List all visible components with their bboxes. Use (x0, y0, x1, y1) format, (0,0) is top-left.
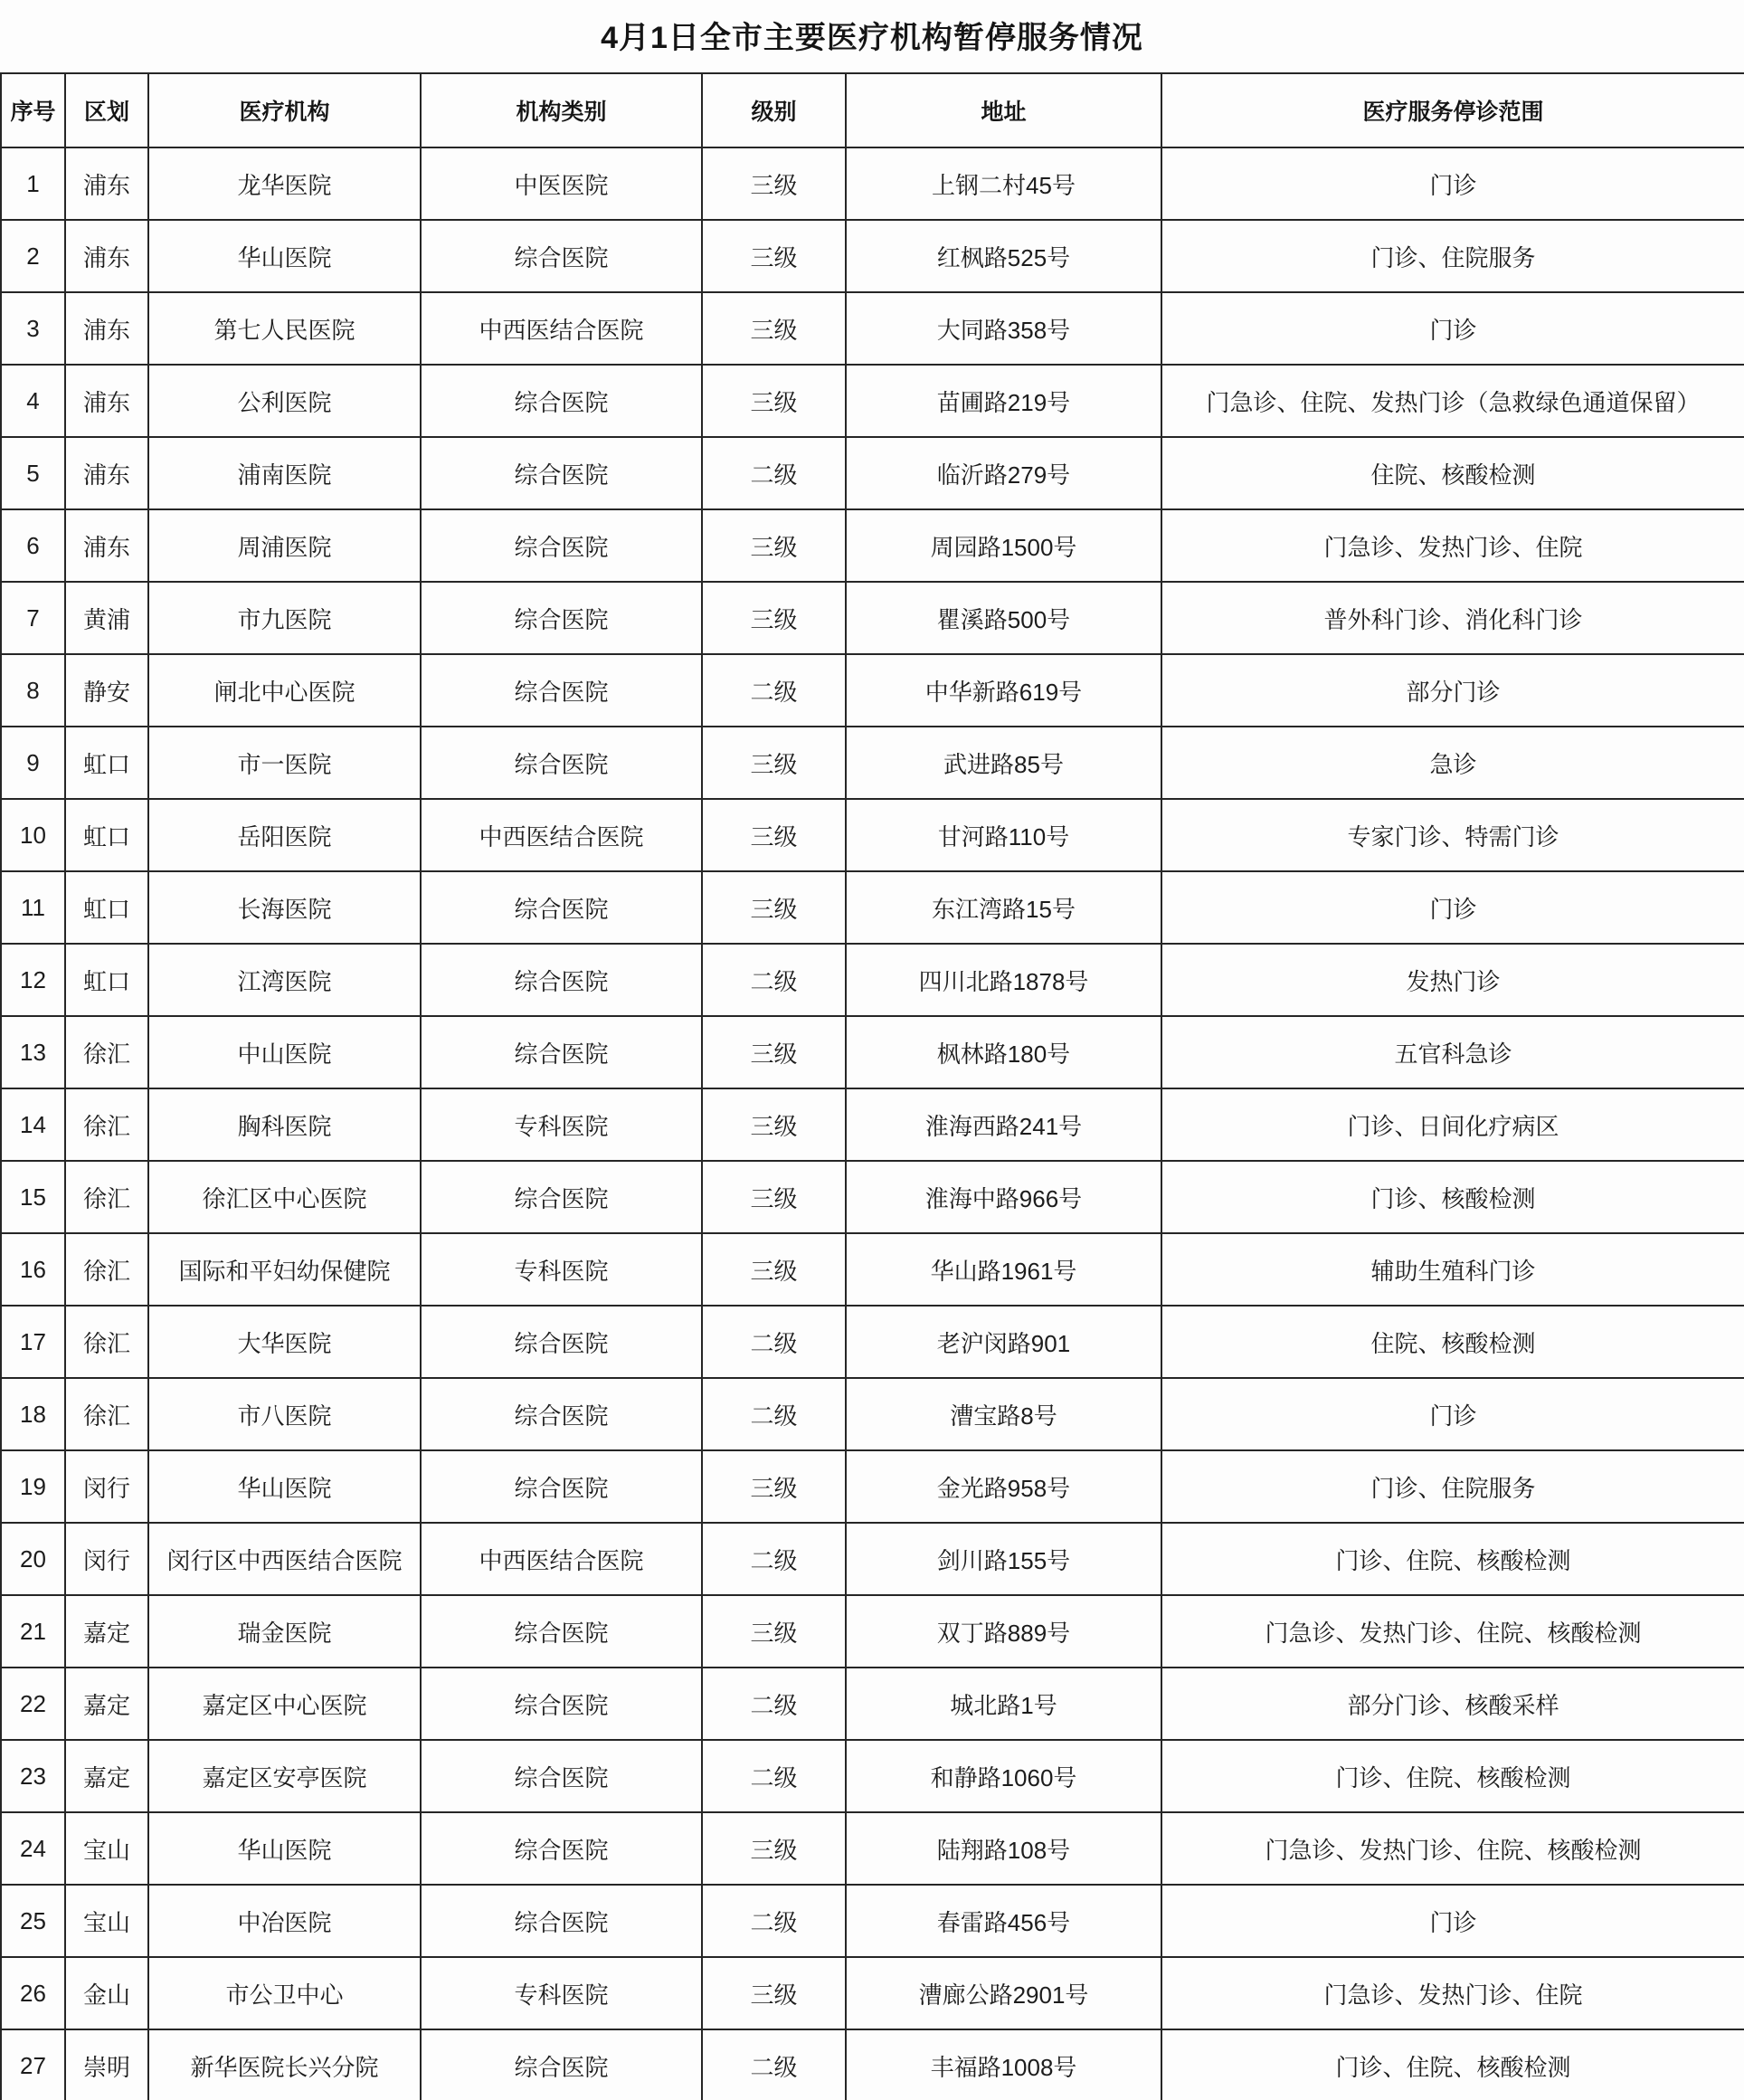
cell-address: 上钢二村45号 (846, 147, 1161, 220)
cell-district: 静安 (65, 654, 148, 727)
cell-address: 武进路85号 (846, 727, 1161, 799)
cell-institution: 国际和平妇幼保健院 (148, 1233, 421, 1306)
cell-category: 中医医院 (421, 147, 702, 220)
cell-category: 综合医院 (421, 1595, 702, 1668)
cell-category: 综合医院 (421, 1016, 702, 1088)
cell-seq: 3 (1, 292, 65, 365)
cell-level: 二级 (702, 1740, 846, 1812)
cell-seq: 26 (1, 1957, 65, 2029)
cell-level: 三级 (702, 1812, 846, 1885)
cell-level: 二级 (702, 1668, 846, 1740)
cell-category: 综合医院 (421, 944, 702, 1016)
cell-district: 徐汇 (65, 1233, 148, 1306)
cell-level: 三级 (702, 1595, 846, 1668)
column-header-institution: 医疗机构 (148, 73, 421, 147)
cell-institution: 浦南医院 (148, 437, 421, 509)
cell-institution: 嘉定区安亭医院 (148, 1740, 421, 1812)
cell-district: 虹口 (65, 871, 148, 944)
cell-district: 浦东 (65, 437, 148, 509)
cell-category: 专科医院 (421, 1088, 702, 1161)
cell-institution: 闸北中心医院 (148, 654, 421, 727)
cell-address: 陆翔路108号 (846, 1812, 1161, 1885)
cell-seq: 5 (1, 437, 65, 509)
table-row (1, 365, 1744, 437)
cell-category: 综合医院 (421, 437, 702, 509)
cell-institution: 新华医院长兴分院 (148, 2029, 421, 2100)
table-row (1, 944, 1744, 1016)
table-row (1, 147, 1744, 220)
cell-level: 二级 (702, 1885, 846, 1957)
cell-scope: 门诊 (1161, 1885, 1744, 1957)
cell-institution: 大华医院 (148, 1306, 421, 1378)
cell-district: 嘉定 (65, 1668, 148, 1740)
cell-category: 综合医院 (421, 1450, 702, 1523)
cell-institution: 龙华医院 (148, 147, 421, 220)
cell-level: 三级 (702, 1161, 846, 1233)
cell-address: 瞿溪路500号 (846, 582, 1161, 654)
cell-level: 三级 (702, 871, 846, 944)
cell-seq: 6 (1, 509, 65, 582)
cell-address: 漕廊公路2901号 (846, 1957, 1161, 2029)
cell-institution: 公利医院 (148, 365, 421, 437)
cell-district: 徐汇 (65, 1161, 148, 1233)
cell-seq: 16 (1, 1233, 65, 1306)
table-row (1, 1306, 1744, 1378)
table-row (1, 799, 1744, 871)
cell-scope: 急诊 (1161, 727, 1744, 799)
cell-institution: 江湾医院 (148, 944, 421, 1016)
cell-district: 虹口 (65, 799, 148, 871)
cell-seq: 17 (1, 1306, 65, 1378)
cell-institution: 中山医院 (148, 1016, 421, 1088)
table-row (1, 509, 1744, 582)
cell-category: 综合医院 (421, 1668, 702, 1740)
cell-level: 三级 (702, 292, 846, 365)
cell-category: 中西医结合医院 (421, 799, 702, 871)
cell-level: 三级 (702, 727, 846, 799)
cell-level: 二级 (702, 1378, 846, 1450)
cell-seq: 7 (1, 582, 65, 654)
cell-seq: 15 (1, 1161, 65, 1233)
cell-address: 红枫路525号 (846, 220, 1161, 292)
cell-scope: 住院、核酸检测 (1161, 1306, 1744, 1378)
page-title: 4月1日全市主要医疗机构暂停服务情况 (601, 21, 1143, 55)
cell-seq: 9 (1, 727, 65, 799)
cell-category: 综合医院 (421, 582, 702, 654)
cell-scope: 住院、核酸检测 (1161, 437, 1744, 509)
cell-seq: 27 (1, 2029, 65, 2100)
cell-category: 综合医院 (421, 2029, 702, 2100)
cell-level: 三级 (702, 1450, 846, 1523)
table-row (1, 1016, 1744, 1088)
cell-district: 黄浦 (65, 582, 148, 654)
cell-category: 中西医结合医院 (421, 1523, 702, 1595)
cell-address: 华山路1961号 (846, 1233, 1161, 1306)
table-row (1, 727, 1744, 799)
cell-seq: 21 (1, 1595, 65, 1668)
table-row (1, 292, 1744, 365)
cell-scope: 发热门诊 (1161, 944, 1744, 1016)
cell-level: 二级 (702, 654, 846, 727)
cell-address: 淮海中路966号 (846, 1161, 1161, 1233)
cell-category: 综合医院 (421, 1740, 702, 1812)
cell-scope: 门诊、日间化疗病区 (1161, 1088, 1744, 1161)
cell-scope: 门诊、核酸检测 (1161, 1161, 1744, 1233)
cell-category: 综合医院 (421, 1812, 702, 1885)
cell-scope: 门诊 (1161, 147, 1744, 220)
cell-district: 金山 (65, 1957, 148, 2029)
cell-scope: 门诊 (1161, 1378, 1744, 1450)
cell-scope: 门诊 (1161, 292, 1744, 365)
table-row (1, 582, 1744, 654)
cell-scope: 专家门诊、特需门诊 (1161, 799, 1744, 871)
cell-level: 三级 (702, 147, 846, 220)
cell-institution: 长海医院 (148, 871, 421, 944)
cell-seq: 12 (1, 944, 65, 1016)
cell-institution: 岳阳医院 (148, 799, 421, 871)
cell-scope: 门急诊、发热门诊、住院 (1161, 509, 1744, 582)
cell-address: 漕宝路8号 (846, 1378, 1161, 1450)
cell-institution: 第七人民医院 (148, 292, 421, 365)
table-row (1, 1233, 1744, 1306)
cell-scope: 门诊 (1161, 871, 1744, 944)
table-row (1, 1378, 1744, 1450)
cell-address: 周园路1500号 (846, 509, 1161, 582)
table-row (1, 1740, 1744, 1812)
cell-level: 三级 (702, 365, 846, 437)
cell-category: 综合医院 (421, 1161, 702, 1233)
cell-institution: 华山医院 (148, 1812, 421, 1885)
cell-address: 淮海西路241号 (846, 1088, 1161, 1161)
cell-category: 综合医院 (421, 365, 702, 437)
cell-scope: 门诊、住院、核酸检测 (1161, 2029, 1744, 2100)
cell-seq: 22 (1, 1668, 65, 1740)
cell-scope: 门急诊、住院、发热门诊（急救绿色通道保留） (1161, 365, 1744, 437)
column-header-category: 机构类别 (421, 73, 702, 147)
cell-district: 徐汇 (65, 1378, 148, 1450)
cell-scope: 门诊、住院服务 (1161, 1450, 1744, 1523)
column-header-district: 区划 (65, 73, 148, 147)
cell-address: 苗圃路219号 (846, 365, 1161, 437)
table-row (1, 437, 1744, 509)
cell-institution: 周浦医院 (148, 509, 421, 582)
cell-address: 双丁路889号 (846, 1595, 1161, 1668)
cell-institution: 华山医院 (148, 220, 421, 292)
cell-scope: 部分门诊 (1161, 654, 1744, 727)
cell-seq: 1 (1, 147, 65, 220)
cell-address: 剑川路155号 (846, 1523, 1161, 1595)
cell-district: 宝山 (65, 1812, 148, 1885)
table-row (1, 654, 1744, 727)
cell-level: 二级 (702, 1306, 846, 1378)
cell-scope: 门急诊、发热门诊、住院 (1161, 1957, 1744, 2029)
column-header-level: 级别 (702, 73, 846, 147)
cell-seq: 18 (1, 1378, 65, 1450)
table-row (1, 220, 1744, 292)
cell-level: 三级 (702, 582, 846, 654)
cell-address: 丰福路1008号 (846, 2029, 1161, 2100)
cell-institution: 嘉定区中心医院 (148, 1668, 421, 1740)
cell-scope: 门急诊、发热门诊、住院、核酸检测 (1161, 1812, 1744, 1885)
cell-seq: 25 (1, 1885, 65, 1957)
cell-district: 浦东 (65, 220, 148, 292)
cell-seq: 24 (1, 1812, 65, 1885)
table-row (1, 1088, 1744, 1161)
cell-address: 金光路958号 (846, 1450, 1161, 1523)
cell-level: 三级 (702, 1088, 846, 1161)
cell-scope: 门诊、住院、核酸检测 (1161, 1740, 1744, 1812)
cell-scope: 部分门诊、核酸采样 (1161, 1668, 1744, 1740)
cell-institution: 华山医院 (148, 1450, 421, 1523)
cell-category: 综合医院 (421, 1306, 702, 1378)
cell-institution: 市公卫中心 (148, 1957, 421, 2029)
cell-district: 浦东 (65, 147, 148, 220)
cell-scope: 辅助生殖科门诊 (1161, 1233, 1744, 1306)
cell-category: 综合医院 (421, 220, 702, 292)
cell-institution: 市一医院 (148, 727, 421, 799)
cell-address: 和静路1060号 (846, 1740, 1161, 1812)
cell-category: 专科医院 (421, 1233, 702, 1306)
cell-institution: 闵行区中西医结合医院 (148, 1523, 421, 1595)
cell-level: 二级 (702, 1523, 846, 1595)
cell-category: 专科医院 (421, 1957, 702, 2029)
cell-district: 崇明 (65, 2029, 148, 2100)
table-row (1, 1668, 1744, 1740)
cell-scope: 普外科门诊、消化科门诊 (1161, 582, 1744, 654)
cell-scope: 门诊、住院、核酸检测 (1161, 1523, 1744, 1595)
cell-seq: 20 (1, 1523, 65, 1595)
cell-district: 嘉定 (65, 1740, 148, 1812)
cell-institution: 市九医院 (148, 582, 421, 654)
cell-district: 虹口 (65, 944, 148, 1016)
cell-address: 老沪闵路901 (846, 1306, 1161, 1378)
table-row (1, 1523, 1744, 1595)
cell-address: 大同路358号 (846, 292, 1161, 365)
cell-scope: 门急诊、发热门诊、住院、核酸检测 (1161, 1595, 1744, 1668)
cell-institution: 市八医院 (148, 1378, 421, 1450)
table-row (1, 1161, 1744, 1233)
cell-level: 二级 (702, 437, 846, 509)
cell-category: 综合医院 (421, 1885, 702, 1957)
cell-seq: 2 (1, 220, 65, 292)
cell-address: 春雷路456号 (846, 1885, 1161, 1957)
table-row (1, 2029, 1744, 2100)
cell-address: 枫林路180号 (846, 1016, 1161, 1088)
cell-district: 浦东 (65, 509, 148, 582)
cell-seq: 11 (1, 871, 65, 944)
cell-scope: 门诊、住院服务 (1161, 220, 1744, 292)
cell-address: 城北路1号 (846, 1668, 1161, 1740)
header-row (1, 73, 1744, 147)
cell-address: 临沂路279号 (846, 437, 1161, 509)
cell-level: 三级 (702, 1957, 846, 2029)
cell-seq: 23 (1, 1740, 65, 1812)
cell-district: 嘉定 (65, 1595, 148, 1668)
cell-institution: 中冶医院 (148, 1885, 421, 1957)
cell-district: 闵行 (65, 1450, 148, 1523)
cell-category: 综合医院 (421, 871, 702, 944)
table-row (1, 1885, 1744, 1957)
cell-category: 综合医院 (421, 727, 702, 799)
cell-district: 徐汇 (65, 1088, 148, 1161)
cell-address: 东江湾路15号 (846, 871, 1161, 944)
cell-seq: 19 (1, 1450, 65, 1523)
table-row (1, 871, 1744, 944)
cell-district: 浦东 (65, 365, 148, 437)
cell-level: 三级 (702, 799, 846, 871)
cell-category: 综合医院 (421, 1378, 702, 1450)
cell-institution: 瑞金医院 (148, 1595, 421, 1668)
cell-address: 甘河路110号 (846, 799, 1161, 871)
cell-seq: 10 (1, 799, 65, 871)
cell-district: 宝山 (65, 1885, 148, 1957)
column-header-seq: 序号 (1, 73, 65, 147)
table-row (1, 1595, 1744, 1668)
cell-seq: 13 (1, 1016, 65, 1088)
cell-category: 综合医院 (421, 509, 702, 582)
cell-level: 二级 (702, 944, 846, 1016)
cell-level: 三级 (702, 1016, 846, 1088)
table-body (1, 147, 1744, 2100)
cell-category: 中西医结合医院 (421, 292, 702, 365)
cell-district: 闵行 (65, 1523, 148, 1595)
cell-district: 虹口 (65, 727, 148, 799)
cell-seq: 14 (1, 1088, 65, 1161)
cell-district: 徐汇 (65, 1016, 148, 1088)
table-row (1, 1957, 1744, 2029)
cell-level: 三级 (702, 1233, 846, 1306)
cell-district: 徐汇 (65, 1306, 148, 1378)
table-row (1, 1812, 1744, 1885)
cell-category: 综合医院 (421, 654, 702, 727)
table-header (1, 73, 1744, 147)
hospital-suspension-table (0, 72, 1744, 2100)
cell-address: 四川北路1878号 (846, 944, 1161, 1016)
column-header-scope: 医疗服务停诊范围 (1161, 73, 1744, 147)
cell-address: 中华新路619号 (846, 654, 1161, 727)
cell-seq: 8 (1, 654, 65, 727)
cell-seq: 4 (1, 365, 65, 437)
cell-institution: 徐汇区中心医院 (148, 1161, 421, 1233)
column-header-address: 地址 (846, 73, 1161, 147)
cell-level: 三级 (702, 509, 846, 582)
cell-level: 二级 (702, 2029, 846, 2100)
cell-level: 三级 (702, 220, 846, 292)
cell-institution: 胸科医院 (148, 1088, 421, 1161)
cell-scope: 五官科急诊 (1161, 1016, 1744, 1088)
cell-district: 浦东 (65, 292, 148, 365)
table-row (1, 1450, 1744, 1523)
